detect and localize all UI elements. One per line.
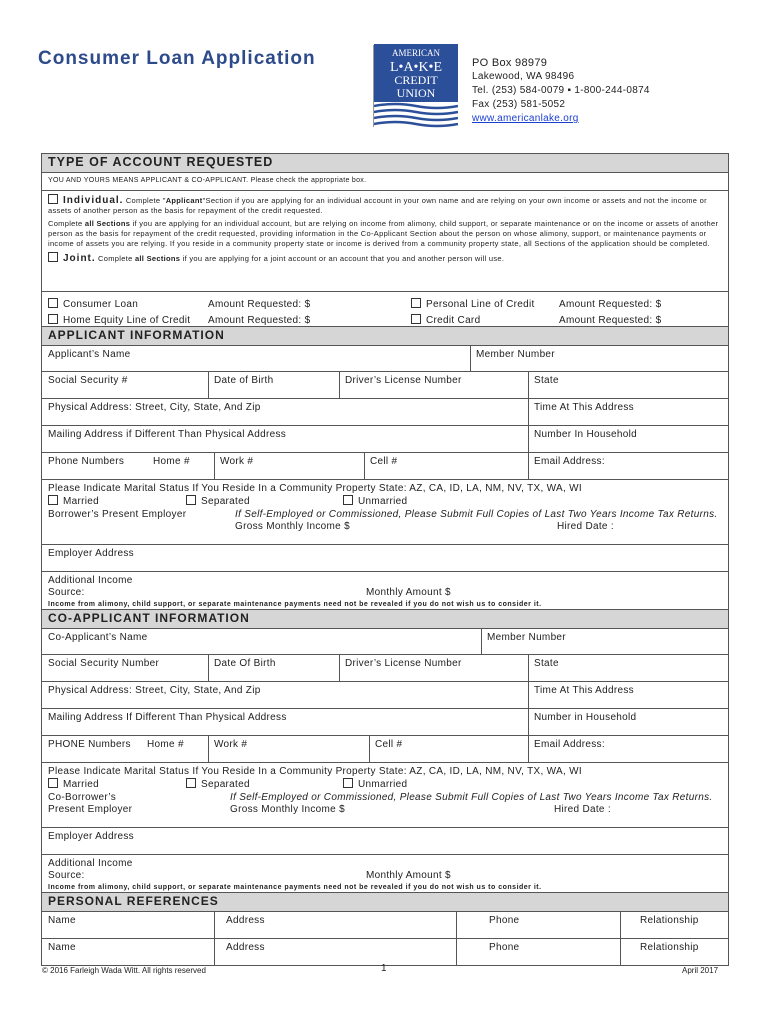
credit-card-amount[interactable]: Amount Requested: $	[559, 315, 662, 326]
co-applicant-member-number[interactable]: Member Number	[487, 632, 566, 643]
joint-option: Joint. Complete all Sections if you are applying for a joint account or an account that you and another person will use.	[48, 252, 722, 264]
co-applicant-married-checkbox[interactable]	[48, 778, 58, 788]
applicant-license[interactable]: Driver’s License Number	[345, 375, 462, 386]
co-applicant-additional-income: Additional Income	[48, 858, 133, 869]
applicant-phone-label: Phone Numbers	[48, 456, 125, 467]
co-applicant-name-field[interactable]: Co-Applicant’s Name	[48, 632, 148, 643]
applicant-member-number[interactable]: Member Number	[476, 349, 555, 360]
account-type-header: TYPE OF ACCOUNT REQUESTED	[42, 154, 728, 173]
co-applicant-license[interactable]: Driver’s License Number	[345, 658, 462, 669]
reference-2-name[interactable]: Name	[48, 942, 76, 953]
applicant-gross-income[interactable]: Gross Monthly Income $	[235, 521, 350, 532]
svg-text:UNION: UNION	[396, 86, 436, 100]
co-applicant-unmarried-checkbox[interactable]	[343, 778, 353, 788]
co-applicant-header: CO-APPLICANT INFORMATION	[42, 609, 728, 629]
reference-row	[42, 939, 728, 965]
co-applicant-household[interactable]: Number in Household	[534, 712, 637, 723]
reference-1-name[interactable]: Name	[48, 915, 76, 926]
applicant-dob[interactable]: Date of Birth	[214, 375, 274, 386]
personal-line-checkbox[interactable]	[411, 298, 421, 308]
applicant-married-checkbox[interactable]	[48, 495, 58, 505]
co-applicant-employer-address[interactable]: Employer Address	[48, 831, 134, 842]
applicant-income-source[interactable]: Source:	[48, 587, 85, 598]
loan-application-form: TYPE OF ACCOUNT REQUESTED YOU AND YOURS MEANS APPLICANT & CO-APPLICANT. Please check the appropriate box. Individual. Complete "Applicant"Section if you are applying for an individual account in your own name and are relying on your own income or assets and not the income or assets of another person as the basis for repayment of the credit requested. Complete all Sections if you are applying for an individual account, but are relying on income from alimony, child support, or separate maintenance or on the income or assets of another person as the basis for repayment of the credit requested, providing information in the Co-Applicant Section about the person on whose alimony, support, or maintenance payments or income of assets you are relying. If you reside in a community property state or income is derived from a community property state, all Sections of the application should be completed. Joint. Complete all Sections if you are applying for a joint account or an account that you and another person will use. Consumer Loan Home Equity Line of Credit Amount Requested: $ Amount Requested: $ Personal Line of Credit Credit Card Amount Requested: $ Amount Requested: $ APPLICANT INFORMATION Applicant’s Name Member Number Social Security # Date of Birth Driver’s License Number State Physical Address: Street, City, State, And Zip Time At This Address Mailing Address if Different Than Physical Address Number In Household Phone Numbers Home # Work # Cell # Email Address: Please Indicate Marital Status If You Reside In a Community Property State: AZ, CA, ID, LA, NM, NV, TX, WA, WI Married Separated Unmarried Borrower’s Present Employer If Self-Employed or Commissioned, Please Submit Full Copies of Last Two Years Income Tax Returns. Gross Monthly Income $ Hired Date : Employer Address Additional Income Source: Monthly Amount $ Income from alimony, child support, or separate maintenance payments need not be revealed if you do not wish us to consider it. CO-APPLICANT INFORMATION Co-Applicant’s Name Member Number Social Security Number Date Of Birth Driver’s License Number State Physical Address: Street, City, State, And Zip Time At This Address Mailing Address If Different Than Physical Address Number in Household PHONE Numbers Home # Work # Cell # Email Address: Please Indicate Marital Status If You Reside In a Community Property State: AZ, CA, ID, LA, NM, NV, TX, WA, WI Married Separated Unmarried Co-Borrower’s Present Employer If Self-Employed or Commissioned, Please Submit Full Copies of Last Two Years Income Tax Returns. Gross Monthly Income $ Hired Date : Employer Address Additional Income Source: Monthly Amount $ Income from alimony, child support, or separate maintenance payments need not be revealed if you do not wish us to consider it. PERSONAL REFERENCES Name Address Phone Relationship Name Address Phone Relationship	[41, 153, 729, 966]
consumer-loan-amount[interactable]: Amount Requested: $	[208, 299, 311, 310]
co-applicant-phone-label: PHONE Numbers	[48, 739, 131, 750]
credit-card-label: Credit Card	[426, 315, 481, 326]
reference-2-relationship[interactable]: Relationship	[640, 942, 699, 953]
co-applicant-mailing-address[interactable]: Mailing Address If Different Than Physical Address	[48, 712, 287, 723]
applicant-header: APPLICANT INFORMATION	[42, 327, 728, 346]
applicant-additional-income: Additional Income	[48, 575, 133, 586]
references-header: PERSONAL REFERENCES	[42, 892, 728, 912]
city-line: Lakewood, WA 98496	[472, 71, 575, 82]
fax: Fax (253) 581-5052	[472, 99, 566, 110]
applicant-mailing-address[interactable]: Mailing Address if Different Than Physical Address	[48, 429, 287, 440]
applicant-monthly-amount[interactable]: Monthly Amount $	[366, 587, 451, 598]
co-applicant-separated-checkbox[interactable]	[186, 778, 196, 788]
applicant-physical-address[interactable]: Physical Address: Street, City, State, And Zip	[48, 402, 261, 413]
co-applicant-marital-prompt: Please Indicate Marital Status If You Reside In a Community Property State: AZ, CA, ID, LA, NM, NV, TX, WA, WI	[48, 766, 582, 777]
reference-1-address[interactable]: Address	[226, 915, 265, 926]
home-equity-checkbox[interactable]	[48, 314, 58, 324]
reference-1-relationship[interactable]: Relationship	[640, 915, 699, 926]
individual-option: Individual. Complete "Applicant"Section if you are applying for an individual account in your own name and are relying on your own income or assets and not the income or assets of another person as the basis for repayment of the credit requested.	[48, 195, 707, 215]
co-applicant-physical-address[interactable]: Physical Address: Street, City, State, And Zip	[48, 685, 261, 696]
reference-2-address[interactable]: Address	[226, 942, 265, 953]
co-applicant-ssn[interactable]: Social Security Number	[48, 658, 160, 669]
co-applicant-email[interactable]: Email Address:	[534, 739, 605, 750]
personal-line-amount[interactable]: Amount Requested: $	[559, 299, 662, 310]
co-applicant-income-source[interactable]: Source:	[48, 870, 85, 881]
credit-union-logo	[374, 44, 458, 128]
home-equity-label: Home Equity Line of Credit	[63, 315, 191, 326]
applicant-marital-prompt: Please Indicate Marital Status If You Reside In a Community Property State: AZ, CA, ID, LA, NM, NV, TX, WA, WI	[48, 483, 582, 494]
applicant-ssn[interactable]: Social Security #	[48, 375, 128, 386]
consumer-loan-label: Consumer Loan	[63, 299, 139, 310]
co-applicant-cell-phone[interactable]: Cell #	[375, 739, 403, 750]
applicant-email[interactable]: Email Address:	[534, 456, 605, 467]
account-intro: YOU AND YOURS MEANS APPLICANT & CO-APPLICANT. Please check the appropriate box.	[48, 177, 367, 184]
co-applicant-employer[interactable]: Co-Borrower’s Present Employer	[48, 792, 133, 815]
personal-line-label: Personal Line of Credit	[426, 299, 535, 310]
consumer-loan-checkbox[interactable]	[48, 298, 58, 308]
reference-2-phone[interactable]: Phone	[489, 942, 520, 953]
co-applicant-gross-income[interactable]: Gross Monthly Income $	[230, 804, 345, 815]
applicant-alimony-note: Income from alimony, child support, or separate maintenance payments need not be revealed if you do not wish us to consider it.	[48, 601, 542, 608]
applicant-cell-phone[interactable]: Cell #	[370, 456, 398, 467]
co-applicant-state[interactable]: State	[534, 658, 559, 669]
all-sections-text: Complete all Sections if you are applying for an individual account, but are relying on income from alimony, child support, or separate maintenance or on the income or assets of another person as the basis for repayment of the credit requested, providing information in the Co-Applicant Section about the person on whose alimony, support, or maintenance payments or income of assets you are relying. If you reside in a community property state or income is derived from a community property state, all Sections of the application should be completed.	[48, 219, 719, 248]
website-link[interactable]: www.americanlake.org	[472, 113, 579, 124]
co-applicant-hired-date[interactable]: Hired Date :	[554, 804, 611, 815]
co-applicant-home-phone[interactable]: Home #	[147, 739, 184, 750]
svg-text:CREDIT: CREDIT	[394, 73, 438, 87]
credit-union-address	[472, 56, 650, 126]
footer-date: April 2017	[682, 966, 719, 975]
telephone: Tel. (253) 584-0079 ▪ 1-800-244-0874	[472, 85, 650, 96]
reference-1-phone[interactable]: Phone	[489, 915, 520, 926]
applicant-separated-checkbox[interactable]	[186, 495, 196, 505]
co-applicant-dob[interactable]: Date Of Birth	[214, 658, 276, 669]
co-applicant-self-employed-note: If Self-Employed or Commissioned, Please Submit Full Copies of Last Two Years Income Tax Returns.	[230, 792, 713, 803]
credit-card-checkbox[interactable]	[411, 314, 421, 324]
applicant-employer-address[interactable]: Employer Address	[48, 548, 134, 559]
reference-row	[42, 912, 728, 939]
applicant-self-employed-note: If Self-Employed or Commissioned, Please Submit Full Copies of Last Two Years Income Tax Returns.	[235, 509, 718, 520]
applicant-home-phone[interactable]: Home #	[153, 456, 190, 467]
applicant-household[interactable]: Number In Household	[534, 429, 637, 440]
applicant-state[interactable]: State	[534, 375, 559, 386]
footer-copyright: © 2016 Farleigh Wada Witt. All rights reserved	[42, 966, 206, 975]
applicant-name-field[interactable]: Applicant’s Name	[48, 349, 131, 360]
applicant-work-phone[interactable]: Work #	[220, 456, 254, 467]
co-applicant-time-at-address[interactable]: Time At This Address	[534, 685, 634, 696]
home-equity-amount[interactable]: Amount Requested: $	[208, 315, 311, 326]
co-applicant-work-phone[interactable]: Work #	[214, 739, 248, 750]
applicant-unmarried-checkbox[interactable]	[343, 495, 353, 505]
joint-checkbox[interactable]	[48, 252, 58, 262]
co-applicant-monthly-amount[interactable]: Monthly Amount $	[366, 870, 451, 881]
co-applicant-alimony-note: Income from alimony, child support, or separate maintenance payments need not be revealed if you do not wish us to consider it.	[48, 884, 542, 891]
svg-text:AMERICAN: AMERICAN	[391, 48, 441, 58]
po-box: PO Box 98979	[472, 57, 548, 69]
applicant-time-at-address[interactable]: Time At This Address	[534, 402, 634, 413]
applicant-employer[interactable]: Borrower’s Present Employer	[48, 509, 187, 520]
applicant-hired-date[interactable]: Hired Date :	[557, 521, 614, 532]
svg-text:L•A•K•E: L•A•K•E	[389, 60, 443, 75]
form-title: Consumer Loan Application	[38, 48, 316, 69]
individual-checkbox[interactable]	[48, 194, 58, 204]
footer-page-number: 1	[381, 963, 387, 974]
